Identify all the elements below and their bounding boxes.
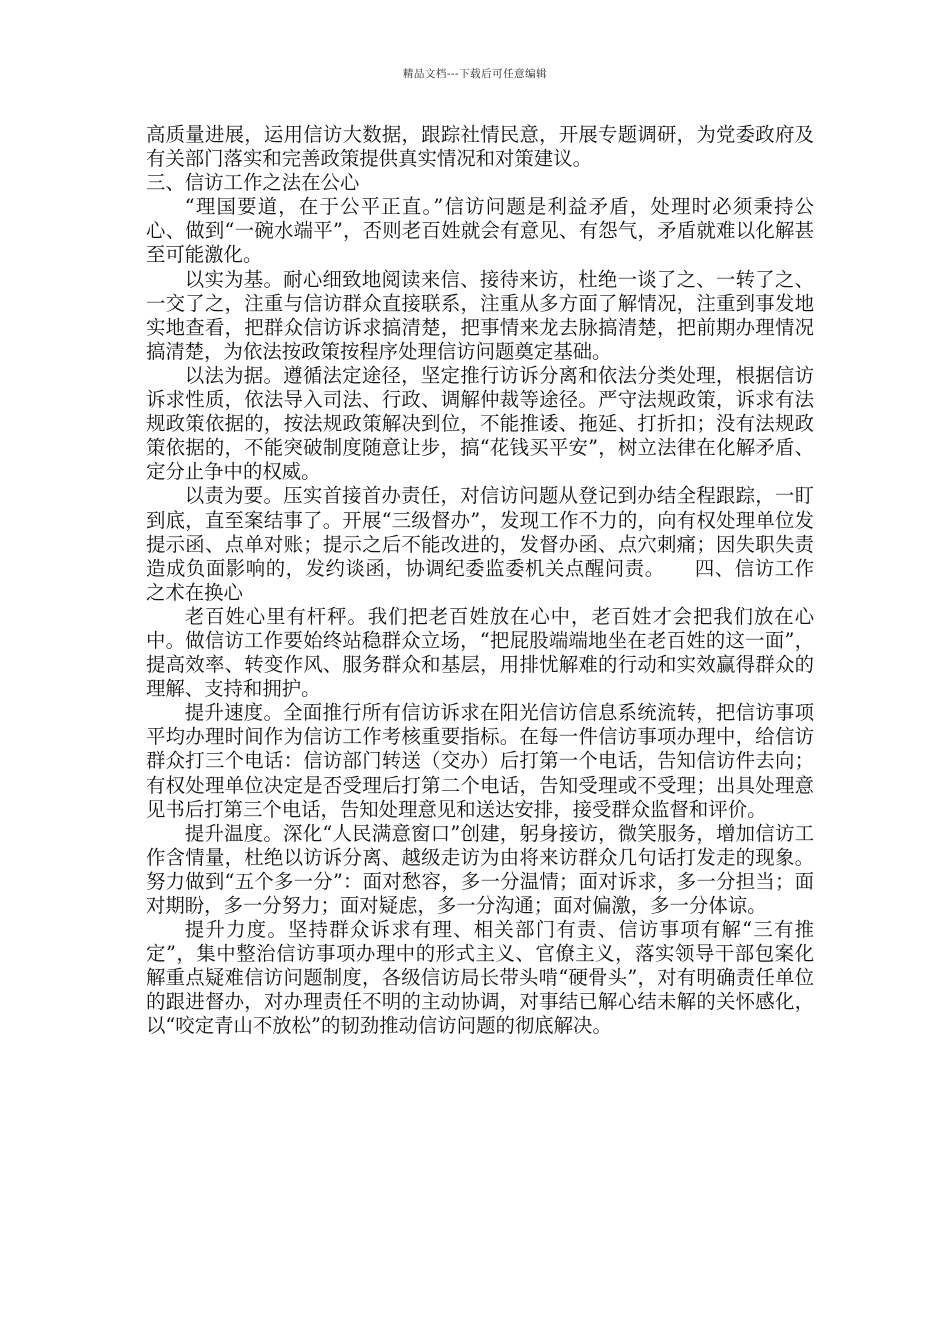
paragraph: 高质量进展，运用信访大数据，跟踪社情民意，开展专题调研，为党委政府及有关部门落实和完善政策提供真实情况和对策建议。	[146, 123, 814, 171]
paragraph: “理国要道，在于公平正直。”信访问题是利益矛盾，处理时必须秉持公心、做到“一碗水端平”，否则老百姓就会有意见、有怨气，矛盾就难以化解甚至可能激化。	[146, 195, 814, 267]
paragraph: 提升速度。全面推行所有信访诉求在阳光信访信息系统流转，把信访事项平均办理时间作为信访工作考核重要指标。在每一件信访事项办理中，给信访群众打三个电话：信访部门转送（交办）后打第一个电话，告知信访件去向；有权处理单位决定是否受理后打第二个电话，告知受理或不受理；出具处理意见书后打第三个电话，告知处理意见和送达安排，接受群众监督和评价。	[146, 701, 814, 821]
section-heading: 三、信访工作之法在公心	[146, 171, 360, 195]
paragraph: 提升力度。坚持群众诉求有理、相关部门有责、信访事项有解“三有推定”，集中整治信访事项办理中的形式主义、官僚主义，落实领导干部包案化解重点疑难信访问题制度，各级信访局长带头啃“硬骨头”，对有明确责任单位的跟进督办，对办理责任不明的主动协调，对事结已解心结未解的关怀感化，以“咬定青山不放松”的韧劲推动信访问题的彻底解决。	[146, 918, 814, 1038]
paragraph: 以实为基。耐心细致地阅读来信、接待来访，杜绝一谈了之、一转了之、一交了之，注重与信访群众直接联系，注重从多方面了解情况，注重到事发地实地查看，把群众信访诉求搞清楚，把事情来龙去脉搞清楚，把前期办理情况搞清楚，为依法按政策按程序处理信访问题奠定基础。	[146, 267, 814, 363]
paragraph: 以责为要。压实首接首办责任，对信访问题从登记到办结全程跟踪，一盯到底，直至案结事了。开展“三级督办”，发现工作不力的，向有权处理单位发提示函、点单对账；提示之后不能改进的，发督办函、点穴刺痛；因失职失责造成负面影响的，发约谈函，协调纪委监委机关点醒问责。 四、信访工作之术在换心	[146, 484, 814, 604]
paragraph: 提升温度。深化“人民满意窗口”创建，躬身接访，微笑服务，增加信访工作含情量，杜绝以访诉分离、越级走访为由将来访群众几句话打发走的现象。努力做到“五个多一分”：面对愁容，多一分温情；面对诉求，多一分担当；面对期盼，多一分努力；面对疑虑，多一分沟通；面对偏激，多一分体谅。	[146, 821, 814, 917]
paragraph: 老百姓心里有杆秤。我们把老百姓放在心中，老百姓才会把我们放在心中。做信访工作要始终站稳群众立场，“把屁股端端地坐在老百姓的这一面”，提高效率、转变作风、服务群众和基层，用排忧解难的行动和实效赢得群众的理解、支持和拥护。	[146, 604, 814, 701]
page-header: 精品文档---下载后可任意编辑	[402, 68, 548, 80]
paragraph: 以法为据。遵循法定途径，坚定推行访诉分离和依法分类处理，根据信访诉求性质，依法导入司法、行政、调解仲裁等途径。严守法规政策，诉求有法规政策依据的，按法规政策解决到位，不能推诿、拖延、打折扣；没有法规政策依据的，不能突破制度随意让步，搞“花钱买平安”，树立法律在化解矛盾、定分止争中的权威。	[146, 363, 814, 484]
document-body	[146, 123, 814, 1039]
